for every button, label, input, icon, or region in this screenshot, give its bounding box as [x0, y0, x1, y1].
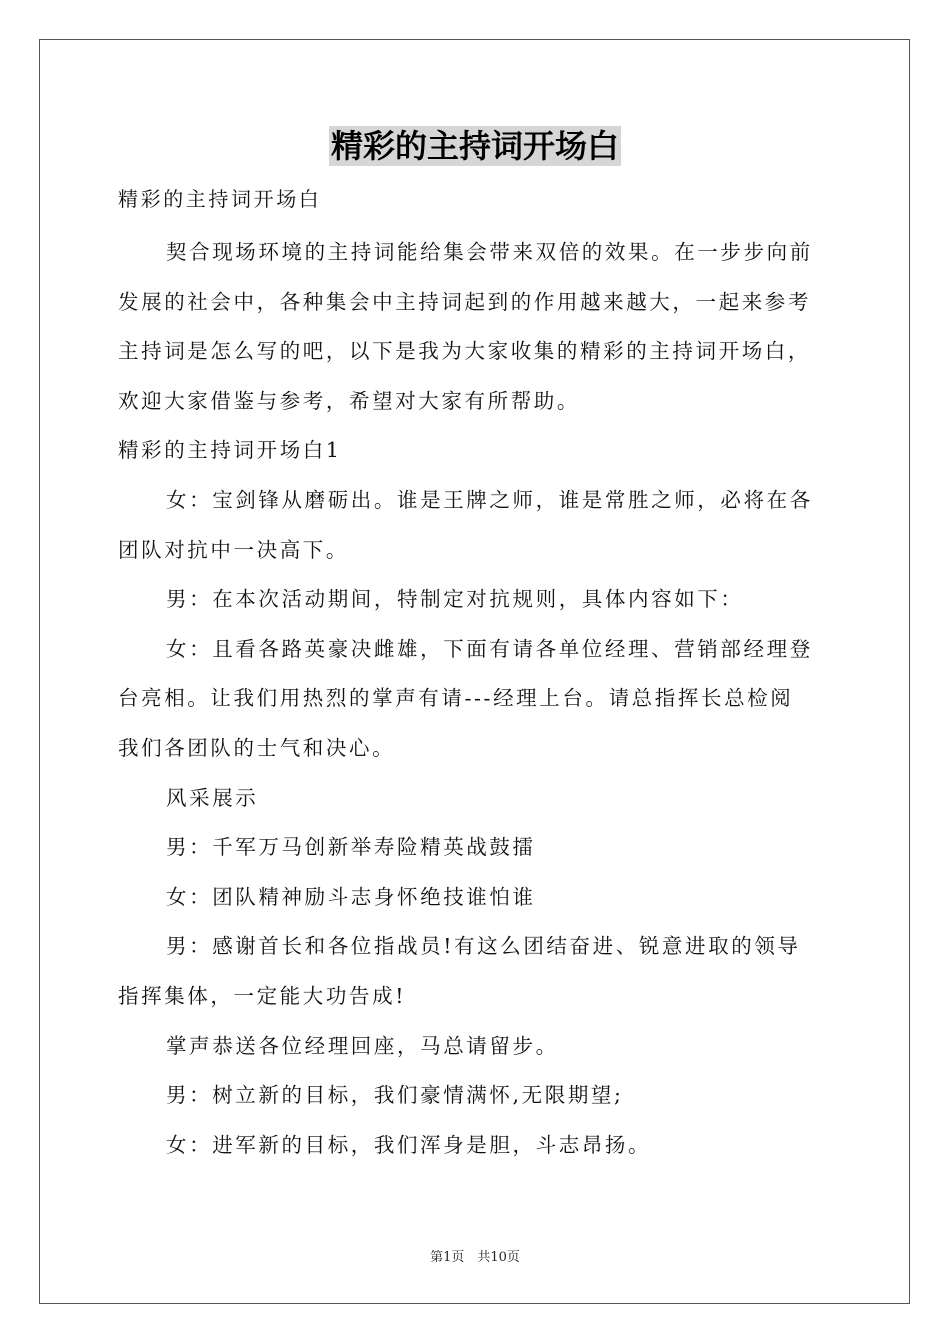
intro-line: 契合现场环境的主持词能给集会带来双倍的效果。在一步步向前	[166, 240, 813, 264]
body-line: 风采展示	[166, 785, 259, 810]
body-line: 男：树立新的目标，我们豪情满怀,无限期望;	[166, 1083, 624, 1108]
section-heading: 精彩的主持词开场白1	[118, 438, 342, 463]
intro-line: 主持词是怎么写的吧，以下是我为大家收集的精彩的主持词开场白，	[118, 339, 811, 364]
intro-line: 发展的社会中，各种集会中主持词起到的作用越来越大，一起来参考	[118, 289, 811, 314]
body-line: 女：进军新的目标，我们浑身是胆，斗志昂扬。	[166, 1132, 652, 1157]
body-line: 指挥集体，一定能大功告成!	[118, 983, 407, 1008]
body-line: 台亮相。让我们用热烈的掌声有请---经理上台。请总指挥长总检阅	[118, 686, 794, 711]
page-footer: 第1页 共10页	[430, 1250, 520, 1265]
body-line: 男：千军万马创新举寿险精英战鼓擂	[166, 835, 536, 860]
body-line: 男：在本次活动期间，特制定对抗规则，具体内容如下：	[166, 587, 744, 612]
document-subtitle: 精彩的主持词开场白	[118, 187, 322, 211]
document-title: 精彩的主持词开场白	[330, 127, 619, 165]
body-line: 女：团队精神励斗志身怀绝技谁怕谁	[166, 884, 536, 909]
title-wrap	[0, 126, 950, 166]
body-line: 我们各团队的士气和决心。	[118, 735, 396, 760]
body-line: 女：宝剑锋从磨砺出。谁是王牌之师，谁是常胜之师，必将在各	[166, 487, 813, 512]
document-body	[118, 180, 834, 1170]
body-line: 团队对抗中一决高下。	[118, 537, 349, 562]
intro-line: 欢迎大家借鉴与参考，希望对大家有所帮助。	[118, 388, 580, 413]
body-line: 掌声恭送各位经理回座，马总请留步。	[166, 1033, 559, 1058]
body-line: 女：且看各路英豪决雌雄，下面有请各单位经理、营销部经理登	[166, 636, 813, 661]
body-line: 男：感谢首长和各位指战员!有这么团结奋进、锐意进取的领导	[166, 934, 801, 959]
